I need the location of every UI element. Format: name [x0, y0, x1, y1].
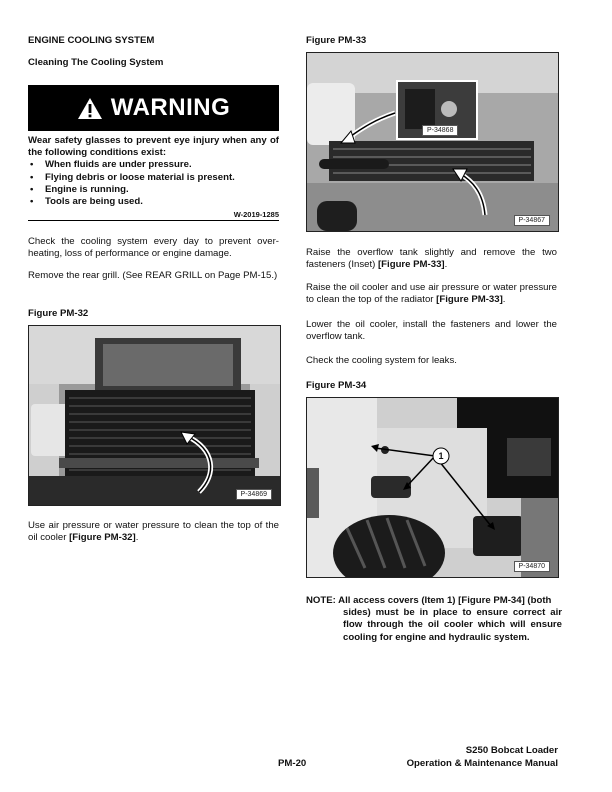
figure-pm-34-label: Figure PM-34 [306, 380, 367, 391]
warning-banner [28, 85, 279, 131]
figure-pm-33-code: P-34867 [514, 215, 550, 226]
warning-list [28, 159, 279, 208]
paragraph-raise-tank [306, 247, 557, 271]
footer-manual: Operation & Maintenance Manual [406, 758, 558, 769]
paragraph-remove-grill: Remove the rear grill. (See REAR GRILL on Page PM-15.) [28, 270, 278, 281]
paragraph-clean-oil-cooler [28, 520, 279, 544]
paragraph-end: . [502, 294, 506, 306]
note-continuation: sides) must be in place to ensure correct air flow through the oil cooler which will ensure cooling for engine and hydraulic system. [343, 607, 562, 643]
note-first-line: NOTE: All access covers (Item 1) [Figure PM-34] (both [306, 595, 552, 606]
paragraph-text: Raise the oil cooler and use air pressure or water pressure to clean the top of the radiator [306, 282, 557, 306]
figure-pm-34-code: P-34870 [514, 561, 550, 572]
warning-item: • When fluids are under pressure. [28, 159, 279, 171]
warning-item: • Flying debris or loose material is present. [28, 172, 279, 184]
warning-title: WARNING [110, 94, 231, 121]
warning-code: W-2019-1285 [233, 210, 279, 219]
figure-pm-33-inset-code: P-34868 [422, 125, 458, 136]
figure-reference: [Figure PM-33] [377, 259, 445, 271]
paragraph-end: . [444, 259, 448, 271]
paragraph-check-leaks: Check the cooling system for leaks. [306, 355, 457, 366]
paragraph-check-cooling: Check the cooling system every day to prevent over-heating, loss of performance or engine damage. [28, 236, 279, 260]
figure-pm-32-code: P-34869 [236, 489, 272, 500]
note [306, 595, 562, 644]
section-heading: ENGINE COOLING SYSTEM [28, 35, 155, 46]
warning-body [28, 135, 279, 208]
section-subheading: Cleaning The Cooling System [28, 57, 164, 68]
footer-model: S250 Bobcat Loader [465, 745, 558, 756]
paragraph-text: Raise the overflow tank slightly and remove the two fasteners (Inset) [306, 247, 557, 271]
figure-pm-32-label: Figure PM-32 [28, 308, 89, 319]
figure-pm-33-photo [306, 52, 559, 232]
warning-intro: Wear safety glasses to prevent eye injury when any of the following conditions exist: [28, 135, 279, 159]
paragraph-raise-cooler [306, 282, 557, 306]
paragraph-text: Use air pressure or water pressure to clean the top of the oil cooler [28, 520, 279, 544]
figure-reference: [Figure PM-33] [436, 294, 503, 306]
warning-divider [28, 220, 279, 221]
figure-pm-33-label: Figure PM-33 [306, 35, 367, 46]
paragraph-lower-cooler: Lower the oil cooler, install the fasteners and lower the overflow tank. [306, 319, 557, 343]
figure-pm-34-callout: 1 [438, 451, 444, 461]
figure-reference: [Figure PM-32] [69, 532, 136, 544]
paragraph-end: . [135, 532, 139, 544]
warning-item: • Engine is running. [28, 184, 279, 196]
figure-pm-34-photo [306, 397, 559, 578]
warning-item: • Tools are being used. [28, 196, 279, 208]
warning-triangle-icon [77, 97, 103, 120]
figure-pm-32-photo [28, 325, 281, 506]
page-number: PM-20 [278, 758, 307, 769]
